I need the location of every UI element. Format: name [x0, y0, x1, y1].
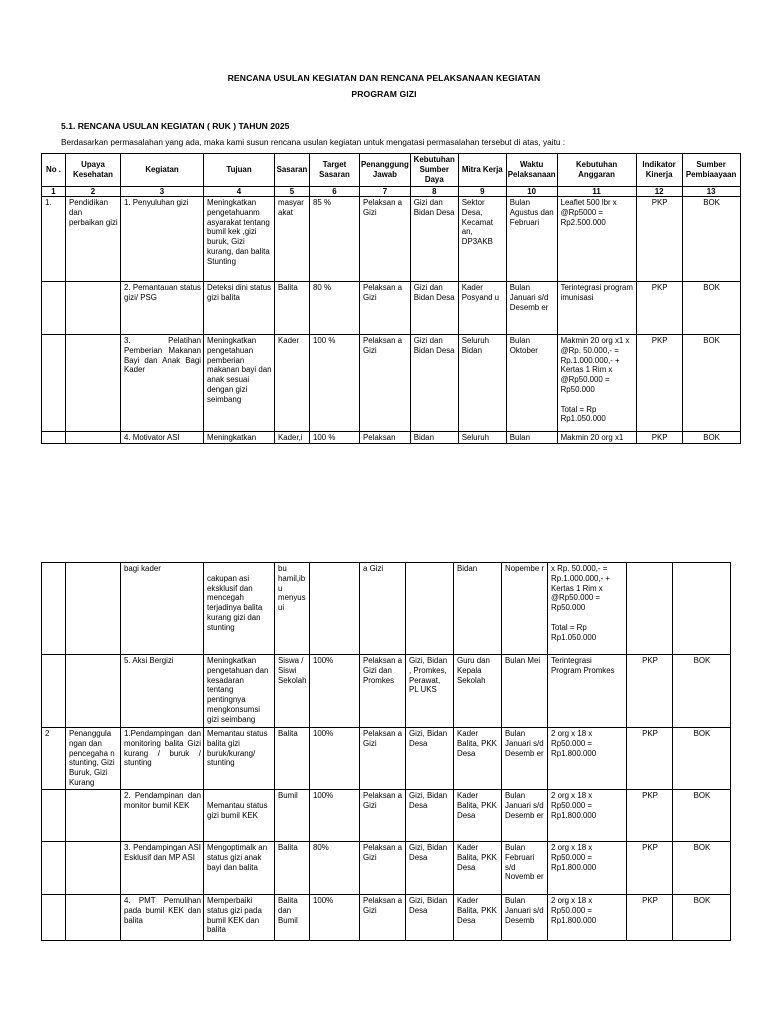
cell-sasaran: Bumil: [275, 790, 310, 842]
cell-pembiayaan: BOK: [682, 432, 740, 444]
cell-pembiayaan: BOK: [673, 790, 731, 842]
cell-target: 100 %: [310, 335, 360, 432]
cell-no: [42, 563, 66, 655]
cell-waktu: Bulan Agustus dan Februari: [506, 197, 557, 282]
cell-tujuan: Meningkatkan: [204, 432, 275, 444]
col-header-no: No .: [42, 154, 66, 187]
cell-sasaran: bu hamil,ib u menyus ui: [275, 563, 310, 655]
cell-sasaran: Balita: [275, 728, 310, 790]
cell-penanggung-jawab: Pelaksan a Gizi: [360, 895, 406, 941]
cell-tujuan: Deteksi dini status gizi balita: [204, 282, 275, 335]
cell-upaya: Pendidikan dan perbaikan gizi: [66, 197, 121, 282]
cell-pembiayaan: BOK: [673, 842, 731, 895]
table-row: [42, 197, 741, 282]
cell-anggaran: 2 org x 18 x Rp50.000 = Rp1.800.000: [548, 842, 627, 895]
cell-penanggung-jawab: Pelaksan a Gizi: [360, 842, 406, 895]
cell-indikator: PKP: [627, 655, 673, 728]
cell-pembiayaan: BOK: [682, 197, 740, 282]
cell-sumber-daya: Bidan: [410, 432, 458, 444]
cell-target: 85 %: [310, 197, 360, 282]
cell-pembiayaan: BOK: [673, 895, 731, 941]
cell-tujuan: Memantau status gizi bumil KEK: [204, 790, 275, 842]
cell-upaya: [66, 335, 121, 432]
cell-anggaran: 2 org x 18 x Rp50.000 = Rp1.800.000: [548, 895, 627, 941]
cell-penanggung-jawab: Pelaksan a Gizi: [360, 282, 411, 335]
table-row: [42, 895, 731, 941]
cell-anggaran: Makmin 20 org x1 x @Rp. 50.000,- = Rp.1.000.000,- + Kertas 1 Rim x @Rp50.000 = Rp50.000 Total = Rp Rp1.050.000: [557, 335, 636, 432]
cell-target: 100%: [310, 895, 360, 941]
col-number: 7: [360, 187, 411, 197]
cell-indikator: PKP: [636, 197, 682, 282]
cell-penanggung-jawab: Pelaksan a Gizi: [360, 197, 411, 282]
cell-mitra: Sektor Desa, Kecamat an, DP3AKB: [458, 197, 506, 282]
cell-waktu: Bulan Januari s/d Desemb: [502, 895, 548, 941]
cell-sumber-daya: Gizi, Bidan , Promkes, Perawat, PL UKS: [406, 655, 454, 728]
cell-sasaran: masyar akat: [275, 197, 310, 282]
col-header-anggaran: Kebutuhan Anggaran: [557, 154, 636, 187]
cell-sasaran: Kader,i: [275, 432, 310, 444]
table-row: [42, 842, 731, 895]
cell-target: 100%: [310, 655, 360, 728]
cell-sasaran: Balita dan Bumil: [275, 895, 310, 941]
cell-sumber-daya: Gizi, Bidan Desa: [406, 728, 454, 790]
col-number: 3: [121, 187, 204, 197]
section-heading: 5.1. RENCANA USULAN KEGIATAN ( RUK ) TAHUN 2025: [61, 121, 290, 131]
cell-anggaran: Terintegrasi Program Promkes: [548, 655, 627, 728]
cell-kegiatan: 2. Pemantauan status gizi/ PSG: [121, 282, 204, 335]
cell-indikator: PKP: [627, 790, 673, 842]
cell-anggaran: 2 org x 18 x Rp50.000 = Rp1.800.000: [548, 790, 627, 842]
cell-anggaran: Makmin 20 org x1: [557, 432, 636, 444]
cell-sumber-daya: Gizi, Bidan Desa: [406, 895, 454, 941]
cell-mitra: Kader Balita, PKK Desa: [454, 728, 502, 790]
cell-waktu: Bulan Januari s/d Desemb er: [502, 790, 548, 842]
cell-penanggung-jawab: Pelaksan a Gizi: [360, 728, 406, 790]
col-header-kegiatan: Kegiatan: [121, 154, 204, 187]
cell-target: 100 %: [310, 432, 360, 444]
table-row: [42, 655, 731, 728]
col-number: 13: [682, 187, 740, 197]
cell-indikator: PKP: [636, 335, 682, 432]
cell-no: [42, 842, 66, 895]
cell-no: [42, 335, 66, 432]
col-header-waktu: Waktu Pelaksanaan: [506, 154, 557, 187]
cell-kegiatan: bagi kader: [121, 563, 204, 655]
col-number: 9: [458, 187, 506, 197]
cell-pembiayaan: BOK: [682, 282, 740, 335]
cell-anggaran: 2 org x 18 x Rp50.000 = Rp1.800.000: [548, 728, 627, 790]
col-number: 8: [410, 187, 458, 197]
cell-kegiatan: 4. Motivator ASI: [121, 432, 204, 444]
col-header-pembiayaan: Sumber Pembiaayaan: [682, 154, 740, 187]
cell-indikator: [627, 563, 673, 655]
col-number: 11: [557, 187, 636, 197]
table-row: [42, 728, 731, 790]
column-number-row: [42, 187, 741, 197]
table-row: [42, 790, 731, 842]
cell-mitra: Kader Balita, PKK Desa: [454, 790, 502, 842]
col-header-upaya: Upaya Kesehatan: [66, 154, 121, 187]
cell-sumber-daya: Gizi, Bidan Desa: [406, 790, 454, 842]
cell-sasaran: Balita: [275, 842, 310, 895]
col-number: 12: [636, 187, 682, 197]
col-header-target: Target Sasaran: [310, 154, 360, 187]
col-number: 10: [506, 187, 557, 197]
cell-sumber-daya: Gizi dan Bidan Desa: [410, 197, 458, 282]
cell-waktu: Bulan Mei: [502, 655, 548, 728]
cell-mitra: Seluruh: [458, 432, 506, 444]
col-number: 5: [275, 187, 310, 197]
cell-kegiatan: 4. PMT Pemulihan pada bumil KEK dan balita: [121, 895, 204, 941]
cell-sasaran: Siswa / Siswi Sekolah: [275, 655, 310, 728]
intro-paragraph: Berdasarkan permasalahan yang ada, maka kami susun rencana usulan kegiatan untuk mengatasi permasalahan tersebut di atas, yaitu :: [61, 137, 566, 147]
cell-anggaran: Leaflet 500 lbr x @Rp5000 = Rp2.500.000: [557, 197, 636, 282]
cell-anggaran: Terintegrasi program imunisasi: [557, 282, 636, 335]
document-title: RENCANA USULAN KEGIATAN DAN RENCANA PELAKSANAAN KEGIATAN: [227, 73, 541, 83]
col-header-sumber-daya: Kebutuhan Sumber Daya: [410, 154, 458, 187]
cell-indikator: PKP: [636, 432, 682, 444]
cell-kegiatan: 3. Pendampingan ASI Esklusif dan MP ASI: [121, 842, 204, 895]
cell-tujuan: cakupan asi eksklusif dan mencegah terjadinya balita kurang gizi dan stunting: [204, 563, 275, 655]
col-header-indikator: Indikator Kinerja: [636, 154, 682, 187]
table-row: [42, 282, 741, 335]
col-number: 2: [66, 187, 121, 197]
cell-mitra: Kader Posyand u: [458, 282, 506, 335]
cell-waktu: Nopembe r: [502, 563, 548, 655]
cell-anggaran: x Rp. 50.000,- = Rp.1.000.000,- + Kertas 1 Rim x @Rp50.000 = Rp50.000 Total = Rp Rp1.050.000: [548, 563, 627, 655]
cell-pembiayaan: BOK: [682, 335, 740, 432]
cell-kegiatan: 1. Penyuluhan gizi: [121, 197, 204, 282]
cell-tujuan: Mengoptimalk an status gizi anak bayi dan balita: [204, 842, 275, 895]
cell-indikator: PKP: [627, 728, 673, 790]
cell-no: [42, 432, 66, 444]
table-row: [42, 335, 741, 432]
cell-penanggung-jawab: Pelaksan a Gizi: [360, 790, 406, 842]
cell-indikator: PKP: [636, 282, 682, 335]
cell-penanggung-jawab: Pelaksan a Gizi: [360, 335, 411, 432]
cell-sasaran: Kader: [275, 335, 310, 432]
cell-upaya: [66, 655, 121, 728]
cell-kegiatan: 5. Aksi Bergizi: [121, 655, 204, 728]
cell-sumber-daya: Gizi, Bidan Desa: [406, 842, 454, 895]
col-number: 1: [42, 187, 66, 197]
cell-sumber-daya: Gizi dan Bidan Desa: [410, 282, 458, 335]
cell-no: 1.: [42, 197, 66, 282]
table-row: [42, 432, 741, 444]
cell-mitra: Kader Balita, PKK Desa: [454, 895, 502, 941]
cell-no: [42, 282, 66, 335]
cell-kegiatan: 3. Pelatihan Pemberian Makanan Bayi dan Anak Bagi Kader: [121, 335, 204, 432]
cell-tujuan: Meningkatkan pengetahuan pemberian makanan bayi dan anak sesuai dengan gizi seimbang: [204, 335, 275, 432]
cell-upaya: Penanggula ngan dan pencegaha n stunting, Gizi Buruk, Gizi Kurang: [66, 728, 121, 790]
cell-pembiayaan: [673, 563, 731, 655]
cell-waktu: Bulan Januari s/d Desemb er: [506, 282, 557, 335]
cell-waktu: Bulan Februari s/d Novemb er: [502, 842, 548, 895]
cell-mitra: Kader Balita, PKK Desa: [454, 842, 502, 895]
cell-no: [42, 790, 66, 842]
cell-target: 100%: [310, 790, 360, 842]
cell-target: 80%: [310, 842, 360, 895]
col-header-sasaran: Sasaran: [275, 154, 310, 187]
col-header-mitra: Mitra Kerja: [458, 154, 506, 187]
cell-sumber-daya: Gizi dan Bidan Desa: [410, 335, 458, 432]
cell-upaya: [66, 895, 121, 941]
cell-penanggung-jawab: a Gizi: [360, 563, 406, 655]
cell-no: [42, 655, 66, 728]
cell-mitra: Seluruh Bidan: [458, 335, 506, 432]
cell-tujuan: Meningkatkan pengetahuanm asyarakat tentang bumil kek ,gizi buruk, Gizi kurang, dan balita Stunting: [204, 197, 275, 282]
cell-sasaran: Balita: [275, 282, 310, 335]
cell-tujuan: Memantau status balita gizi buruk/kurang/ stunting: [204, 728, 275, 790]
cell-mitra: Guru dan Kepala Sekolah: [454, 655, 502, 728]
table-row: [42, 563, 731, 655]
header-row: [42, 154, 741, 187]
cell-waktu: Bulan Januari s/d Desemb er: [502, 728, 548, 790]
cell-target: 80 %: [310, 282, 360, 335]
cell-penanggung-jawab: Pelaksan a Gizi dan Promkes: [360, 655, 406, 728]
cell-tujuan: Meningkatkan pengetahuan dan kesadaran tentang pentingnya mengkonsumsi gizi seimbang: [204, 655, 275, 728]
col-header-tujuan: Tujuan: [204, 154, 275, 187]
cell-no: [42, 895, 66, 941]
cell-upaya: [66, 842, 121, 895]
cell-upaya: [66, 563, 121, 655]
cell-mitra: Bidan: [454, 563, 502, 655]
cell-upaya: [66, 282, 121, 335]
cell-no: 2: [42, 728, 66, 790]
cell-sumber-daya: [406, 563, 454, 655]
ruk-table-page1: [41, 153, 741, 444]
cell-upaya: [66, 432, 121, 444]
cell-waktu: Bulan: [506, 432, 557, 444]
col-number: 4: [204, 187, 275, 197]
cell-indikator: PKP: [627, 895, 673, 941]
col-header-pj: Penanggung Jawab: [360, 154, 411, 187]
cell-kegiatan: 2. Pendampinan dan monitor bumil KEK: [121, 790, 204, 842]
cell-target: [310, 563, 360, 655]
document-subtitle: PROGRAM GIZI: [351, 89, 417, 99]
cell-upaya: [66, 790, 121, 842]
cell-waktu: Bulan Oktober: [506, 335, 557, 432]
cell-indikator: PKP: [627, 842, 673, 895]
ruk-table-page2: [41, 562, 731, 941]
cell-pembiayaan: BOK: [673, 728, 731, 790]
cell-tujuan: Memperbaiki status gizi pada bumil KEK dan balita: [204, 895, 275, 941]
cell-pembiayaan: BOK: [673, 655, 731, 728]
col-number: 6: [310, 187, 360, 197]
cell-kegiatan: 1.Pendampingan dan monitoring balita Gizi kurang / buruk / stunting: [121, 728, 204, 790]
cell-target: 100%: [310, 728, 360, 790]
cell-penanggung-jawab: Pelaksan: [360, 432, 411, 444]
